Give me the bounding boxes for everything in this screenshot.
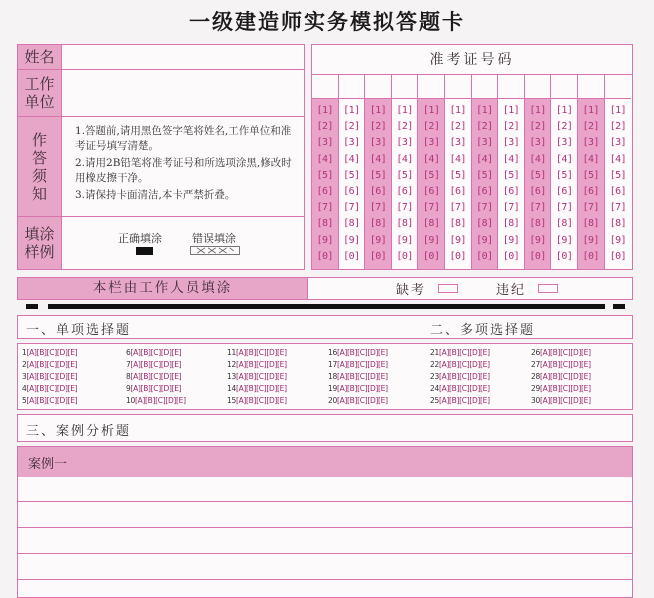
exam-id-digit-bubble[interactable]: [1] — [316, 105, 334, 116]
question-answer-row[interactable] — [531, 348, 591, 357]
option-bubbles[interactable]: [A][B][C][D][E] — [438, 348, 490, 357]
exam-id-digit-bubble[interactable]: [1] — [502, 105, 520, 116]
exam-id-digit-bubble[interactable]: [4] — [343, 153, 360, 165]
question-answer-row[interactable] — [328, 396, 388, 405]
exam-id-digit-bubble[interactable]: [1] — [582, 105, 600, 116]
exam-id-write-box[interactable] — [472, 75, 498, 99]
exam-id-column — [445, 75, 472, 269]
exam-id-digit-bubble[interactable]: [1] — [343, 105, 360, 116]
exam-id-digit-bubble[interactable]: [5] — [396, 169, 413, 181]
violation-checkbox[interactable] — [538, 284, 558, 293]
exam-id-digit-bubble[interactable]: [2] — [502, 121, 520, 133]
staff-bar — [17, 277, 633, 300]
exam-id-digit-bubble[interactable]: [6] — [609, 186, 627, 197]
exam-id-digit-bubble[interactable]: [2] — [609, 121, 627, 133]
case-one-header — [18, 447, 632, 477]
exam-id-digit-bubble[interactable]: [4] — [502, 153, 520, 165]
question-answer-row[interactable] — [227, 396, 287, 405]
question-number: 24 — [430, 384, 439, 393]
exam-id-digit-bubble[interactable]: [0] — [502, 250, 520, 262]
exam-id-digit-bubble[interactable]: [7] — [582, 202, 600, 214]
timing-bar — [48, 304, 605, 309]
exam-id-digit-bubble[interactable]: [0] — [343, 250, 360, 262]
exam-id-digit-bubble[interactable]: [9] — [449, 234, 467, 246]
exam-id-digit-bubble[interactable]: [6] — [396, 186, 413, 197]
exam-id-digit-bubble[interactable]: [4] — [476, 153, 493, 165]
name-label — [18, 45, 62, 69]
question-number: 19 — [328, 384, 337, 393]
correct-fill-sample — [136, 247, 153, 255]
question-number: 28 — [531, 372, 540, 381]
exam-id-column — [498, 75, 525, 269]
exam-id-digit-bubble[interactable]: [7] — [422, 202, 440, 214]
exam-id-digit-bubble[interactable]: [8] — [343, 218, 360, 230]
option-bubbles[interactable]: [A][B][C][D][E] — [539, 360, 591, 369]
question-number: 10 — [126, 396, 135, 405]
option-bubbles[interactable]: [A][B][C][D][E] — [235, 348, 287, 357]
exam-id-digit-bubble[interactable]: [7] — [369, 202, 387, 214]
exam-id-digit-bubble[interactable]: [1] — [529, 105, 546, 116]
exam-id-digit-bubble[interactable]: [7] — [609, 202, 627, 214]
timing-mark-left — [26, 304, 38, 309]
exam-id-digit-bubble[interactable]: [6] — [316, 186, 334, 197]
option-bubbles[interactable]: [A][B][C][D][E] — [26, 396, 78, 405]
exam-id-digit-bubble[interactable]: [2] — [396, 121, 413, 133]
exam-id-digit-bubble[interactable]: [7] — [502, 202, 520, 214]
exam-id-digit-bubble[interactable]: [8] — [396, 218, 413, 230]
exam-id-write-box[interactable] — [498, 75, 524, 99]
question-answer-row[interactable] — [126, 396, 186, 405]
exam-id-digit-bubble[interactable]: [6] — [529, 186, 546, 197]
notes-label — [18, 117, 62, 216]
absent-checkbox[interactable] — [438, 284, 458, 293]
exam-id-digit-bubble[interactable]: [5] — [476, 169, 493, 181]
exam-id-digit-bubble[interactable]: [5] — [449, 169, 467, 181]
question-number: 4 — [22, 384, 27, 393]
exam-id-digit-bubble[interactable]: [7] — [316, 202, 334, 214]
exam-id-digit-bubble[interactable]: [7] — [396, 202, 413, 214]
notes-label-char3: 须 — [31, 166, 47, 185]
exam-id-write-box[interactable] — [339, 75, 365, 99]
exam-id-digit-bubble[interactable]: [1] — [369, 105, 387, 116]
exam-id-digit-bubble[interactable]: [8] — [582, 218, 600, 230]
exam-id-digit-bubble[interactable]: [4] — [396, 153, 413, 165]
option-bubbles[interactable]: [A][B][C][D][E] — [539, 372, 591, 381]
exam-id-digit-bubble[interactable]: [7] — [555, 202, 573, 214]
exam-id-write-box[interactable] — [578, 75, 604, 99]
option-bubbles[interactable]: [A][B][C][D][E] — [26, 348, 78, 357]
question-answer-row[interactable] — [531, 372, 591, 381]
question-answer-row[interactable] — [126, 384, 181, 393]
notes-label-char1: 作 — [31, 130, 47, 149]
exam-id-digit-bubble[interactable]: [2] — [449, 121, 467, 133]
exam-id-write-box[interactable] — [312, 75, 338, 99]
exam-id-write-box[interactable] — [418, 75, 444, 99]
question-answer-row[interactable] — [22, 396, 77, 405]
sample-label-line2: 样例 — [24, 243, 55, 261]
exam-id-digit-bubble[interactable]: [6] — [555, 186, 573, 197]
work-unit-label-line2: 单位 — [24, 93, 55, 111]
question-number: 16 — [328, 348, 337, 357]
exam-id-digit-bubble[interactable]: [0] — [582, 250, 600, 262]
exam-id-digit-bubble[interactable]: [4] — [555, 153, 573, 165]
exam-id-title: 准考证号码 — [312, 45, 632, 75]
exam-id-column — [365, 75, 392, 269]
exam-id-digit-bubble[interactable]: [5] — [369, 169, 387, 181]
exam-id-column — [551, 75, 578, 269]
exam-id-digit-bubble[interactable]: [5] — [609, 169, 627, 181]
exam-id-digit-bubble[interactable]: [6] — [422, 186, 440, 197]
page-title: 一级建造师实务模拟答题卡 — [189, 9, 465, 34]
exam-id-digit-bubble[interactable]: [7] — [449, 202, 467, 214]
exam-id-digit-bubble[interactable]: [8] — [609, 218, 627, 230]
option-bubbles[interactable]: [A][B][C][D][E] — [130, 372, 182, 381]
question-answer-row[interactable] — [328, 360, 388, 369]
question-number: 20 — [328, 396, 337, 405]
exam-id-grid — [311, 44, 633, 270]
question-number: 23 — [430, 372, 439, 381]
exam-id-digit-bubble[interactable]: [6] — [343, 186, 360, 197]
exam-id-digit-bubble[interactable]: [8] — [555, 218, 573, 230]
exam-id-digit-bubble[interactable]: [9] — [529, 234, 546, 246]
exam-id-column — [525, 75, 552, 269]
option-bubbles[interactable]: [A][B][C][D][E] — [438, 396, 490, 405]
exam-id-digit-bubble[interactable]: [5] — [582, 169, 600, 181]
option-bubbles[interactable]: [A][B][C][D][E] — [336, 348, 388, 357]
option-bubbles[interactable]: [A][B][C][D][E] — [539, 384, 591, 393]
exam-id-column — [605, 75, 632, 269]
question-answer-row[interactable] — [22, 384, 77, 393]
work-unit-field[interactable] — [63, 70, 304, 116]
exam-id-write-box[interactable] — [392, 75, 418, 99]
multiple-choice-title: 二、多项选择题 — [430, 323, 536, 338]
exam-id-digit-bubble[interactable]: [5] — [316, 169, 334, 181]
exam-id-digit-bubble[interactable]: [7] — [343, 202, 360, 214]
exam-id-write-box[interactable] — [365, 75, 391, 99]
staff-label: 本栏由工作人员填涂 — [18, 278, 308, 299]
exam-id-digit-bubble[interactable]: [1] — [609, 105, 627, 116]
exam-id-digit-bubble[interactable]: [2] — [369, 121, 387, 133]
exam-id-digit-bubble[interactable]: [3] — [316, 137, 334, 149]
exam-id-column — [418, 75, 445, 269]
absent-label: 缺考 — [396, 283, 427, 298]
question-number: 27 — [531, 360, 540, 369]
exam-id-digit-bubble[interactable]: [2] — [316, 121, 334, 133]
wrong-fill-label: 错误填涂 — [192, 232, 236, 245]
exam-id-write-box[interactable] — [525, 75, 551, 99]
instruction-2: 2.请用2B铅笔将准考证号和所选项涂黑,修改时用橡皮擦干净。 — [75, 157, 292, 184]
question-number: 29 — [531, 384, 540, 393]
question-answer-row[interactable] — [328, 372, 388, 381]
exam-id-digit-bubble[interactable]: [0] — [476, 250, 493, 262]
option-bubbles[interactable]: [A][B][C][D][E] — [336, 372, 388, 381]
option-bubbles[interactable]: [A][B][C][D][E] — [438, 360, 490, 369]
exam-id-column — [472, 75, 499, 269]
exam-id-digit-bubble[interactable]: [3] — [609, 137, 627, 149]
exam-id-digit-bubble[interactable]: [8] — [502, 218, 520, 230]
exam-id-digit-bubble[interactable]: [0] — [316, 250, 334, 262]
name-field[interactable] — [63, 45, 304, 69]
question-number: 30 — [531, 396, 540, 405]
option-bubbles[interactable]: [A][B][C][D][E] — [235, 384, 287, 393]
exam-id-digit-bubble[interactable]: [9] — [422, 234, 440, 246]
option-bubbles[interactable]: [A][B][C][D][E] — [26, 372, 78, 381]
question-answer-row[interactable] — [22, 348, 77, 357]
option-bubbles[interactable]: [A][B][C][D][E] — [130, 360, 182, 369]
exam-id-digit-bubble[interactable]: [9] — [369, 234, 387, 246]
question-answer-row[interactable] — [22, 372, 77, 381]
exam-id-digit-bubble[interactable]: [6] — [476, 186, 493, 197]
notes-label-char2: 答 — [31, 148, 47, 167]
exam-id-digit-bubble[interactable]: [9] — [502, 234, 520, 246]
exam-id-digit-bubble[interactable]: [3] — [582, 137, 600, 149]
exam-id-digit-bubble[interactable]: [4] — [449, 153, 467, 165]
question-answer-row[interactable] — [531, 396, 591, 405]
question-number: 17 — [328, 360, 337, 369]
question-answer-row[interactable] — [430, 360, 490, 369]
exam-id-digit-bubble[interactable]: [2] — [582, 121, 600, 133]
exam-id-digit-bubble[interactable]: [8] — [476, 218, 493, 230]
exam-id-digit-bubble[interactable]: [7] — [529, 202, 546, 214]
instruction-3: 3.请保持卡面清洁,本卡严禁折叠。 — [75, 189, 236, 201]
question-answer-row[interactable] — [126, 372, 181, 381]
exam-id-digit-bubble[interactable]: [4] — [582, 153, 600, 165]
exam-id-digit-bubble[interactable]: [3] — [502, 137, 520, 149]
exam-id-digit-bubble[interactable]: [3] — [396, 137, 413, 149]
exam-id-write-box[interactable] — [605, 75, 632, 99]
question-answer-row[interactable] — [227, 360, 287, 369]
instructions — [75, 124, 301, 205]
exam-id-digit-bubble[interactable]: [6] — [449, 186, 467, 197]
exam-id-digit-bubble[interactable]: [1] — [555, 105, 573, 116]
option-bubbles[interactable]: [A][B][C][D][E] — [438, 372, 490, 381]
question-number: 2 — [22, 360, 27, 369]
option-bubbles[interactable]: [A][B][C][D][E] — [539, 348, 591, 357]
timing-mark-right — [613, 304, 625, 309]
exam-id-digit-bubble[interactable]: [5] — [502, 169, 520, 181]
question-number: 11 — [227, 348, 236, 357]
exam-id-digit-bubble[interactable]: [2] — [529, 121, 546, 133]
instruction-1: 1.答题前,请用黑色签字笔将姓名,工作单位和准考证号填写清楚。 — [75, 125, 292, 152]
single-choice-title: 一、单项选择题 — [26, 323, 132, 338]
exam-id-digit-bubble[interactable]: [8] — [529, 218, 546, 230]
exam-id-digit-bubble[interactable]: [4] — [609, 153, 627, 165]
question-number: 25 — [430, 396, 439, 405]
exam-id-digit-bubble[interactable]: [2] — [476, 121, 493, 133]
exam-id-digit-bubble[interactable]: [0] — [449, 250, 467, 262]
exam-id-digit-bubble[interactable]: [4] — [316, 153, 334, 165]
question-number: 14 — [227, 384, 236, 393]
choice-answer-grid — [17, 343, 633, 410]
exam-id-column — [392, 75, 419, 269]
sample-label-line1: 填涂 — [24, 225, 55, 243]
exam-id-digit-bubble[interactable]: [1] — [449, 105, 467, 116]
exam-id-digit-bubble[interactable]: [0] — [369, 250, 387, 262]
case-one-title: 案例一 — [28, 457, 68, 472]
exam-id-digit-bubble[interactable]: [3] — [343, 137, 360, 149]
option-bubbles[interactable]: [A][B][C][D][E] — [235, 372, 287, 381]
exam-id-digit-bubble[interactable]: [3] — [529, 137, 546, 149]
exam-id-digit-bubble[interactable]: [4] — [369, 153, 387, 165]
question-number: 18 — [328, 372, 337, 381]
exam-id-digit-bubble[interactable]: [6] — [502, 186, 520, 197]
exam-id-digit-bubble[interactable]: [6] — [369, 186, 387, 197]
question-number: 22 — [430, 360, 439, 369]
option-bubbles[interactable]: [A][B][C][D][E] — [130, 348, 182, 357]
exam-id-digit-bubble[interactable]: [4] — [422, 153, 440, 165]
exam-id-digit-bubble[interactable]: [3] — [422, 137, 440, 149]
option-bubbles[interactable]: [A][B][C][D][E] — [336, 384, 388, 393]
name-label-text: 姓名 — [24, 48, 55, 66]
exam-id-digit-bubble[interactable]: [0] — [529, 250, 546, 262]
question-number: 12 — [227, 360, 236, 369]
work-unit-label — [18, 70, 62, 116]
exam-id-digit-bubble[interactable]: [0] — [396, 250, 413, 262]
option-bubbles[interactable]: [A][B][C][D][E] — [26, 360, 78, 369]
question-answer-row[interactable] — [126, 360, 181, 369]
exam-id-column — [339, 75, 366, 269]
option-bubbles[interactable]: [A][B][C][D][E] — [438, 384, 490, 393]
question-answer-row[interactable] — [328, 384, 388, 393]
exam-id-digit-bubble[interactable]: [9] — [582, 234, 600, 246]
wrong-fill-sample — [190, 246, 240, 255]
exam-id-digit-bubble[interactable]: [9] — [609, 234, 627, 246]
question-answer-row[interactable] — [227, 372, 287, 381]
exam-id-digit-bubble[interactable]: [0] — [555, 250, 573, 262]
exam-id-digit-bubble[interactable]: [2] — [422, 121, 440, 133]
exam-id-digit-bubble[interactable]: [8] — [369, 218, 387, 230]
exam-id-digit-bubble[interactable]: [9] — [396, 234, 413, 246]
case-section-header — [17, 414, 633, 442]
exam-id-digit-bubble[interactable]: [3] — [555, 137, 573, 149]
question-number: 7 — [126, 360, 131, 369]
exam-id-digit-bubble[interactable]: [2] — [555, 121, 573, 133]
exam-id-digit-bubble[interactable]: [2] — [343, 121, 360, 133]
option-bubbles[interactable]: [A][B][C][D][E] — [26, 384, 78, 393]
choice-section-header — [17, 315, 633, 339]
question-number: 15 — [227, 396, 236, 405]
exam-id-digit-bubble[interactable]: [1] — [422, 105, 440, 116]
exam-id-digit-bubble[interactable]: [0] — [609, 250, 627, 262]
exam-id-write-box[interactable] — [445, 75, 471, 99]
question-number: 1 — [22, 348, 27, 357]
exam-id-digit-bubble[interactable]: [5] — [529, 169, 546, 181]
case-answer-area[interactable] — [17, 446, 633, 598]
option-bubbles[interactable]: [A][B][C][D][E] — [336, 360, 388, 369]
option-bubbles[interactable]: [A][B][C][D][E] — [235, 396, 287, 405]
question-answer-row[interactable] — [126, 348, 181, 357]
question-number: 21 — [430, 348, 439, 357]
exam-id-write-box[interactable] — [551, 75, 577, 99]
option-bubbles[interactable]: [A][B][C][D][E] — [336, 396, 388, 405]
question-answer-row[interactable] — [430, 348, 490, 357]
option-bubbles[interactable]: [A][B][C][D][E] — [130, 384, 182, 393]
option-bubbles[interactable]: [A][B][C][D][E] — [235, 360, 287, 369]
violation-label: 违纪 — [496, 283, 527, 298]
question-number: 8 — [126, 372, 131, 381]
question-number: 3 — [22, 372, 27, 381]
work-unit-label-line1: 工作 — [24, 75, 55, 93]
exam-id-digit-bubble[interactable]: [5] — [555, 169, 573, 181]
notes-label-char4: 知 — [31, 184, 47, 203]
question-answer-row[interactable] — [430, 396, 490, 405]
question-number: 9 — [126, 384, 131, 393]
option-bubbles[interactable]: [A][B][C][D][E] — [134, 396, 186, 405]
question-number: 26 — [531, 348, 540, 357]
exam-id-digit-bubble[interactable]: [9] — [476, 234, 493, 246]
exam-id-digit-bubble[interactable]: [0] — [422, 250, 440, 262]
question-answer-row[interactable] — [430, 384, 490, 393]
question-answer-row[interactable] — [430, 372, 490, 381]
exam-id-digit-bubble[interactable]: [3] — [476, 137, 493, 149]
question-answer-row[interactable] — [531, 384, 591, 393]
question-answer-row[interactable] — [328, 348, 388, 357]
exam-id-digit-bubble[interactable]: [4] — [529, 153, 546, 165]
exam-id-digit-bubble[interactable]: [8] — [449, 218, 467, 230]
question-answer-row[interactable] — [227, 348, 287, 357]
question-number: 5 — [22, 396, 27, 405]
exam-id-digit-bubble[interactable]: [5] — [422, 169, 440, 181]
exam-id-digit-bubble[interactable]: [9] — [555, 234, 573, 246]
exam-id-digit-bubble[interactable]: [6] — [582, 186, 600, 197]
question-answer-row[interactable] — [227, 384, 287, 393]
exam-id-digit-bubble[interactable]: [9] — [316, 234, 334, 246]
question-answer-row[interactable] — [531, 360, 591, 369]
exam-id-digit-bubble[interactable]: [1] — [476, 105, 493, 116]
exam-id-column — [578, 75, 605, 269]
exam-id-digit-bubble[interactable]: [3] — [369, 137, 387, 149]
exam-id-digit-bubble[interactable]: [9] — [343, 234, 360, 246]
exam-id-digit-bubble[interactable]: [7] — [476, 202, 493, 214]
exam-id-digit-bubble[interactable]: [1] — [396, 105, 413, 116]
question-answer-row[interactable] — [22, 360, 77, 369]
exam-id-column — [312, 75, 339, 269]
question-number: 13 — [227, 372, 236, 381]
correct-fill-label: 正确填涂 — [118, 232, 162, 245]
question-number: 6 — [126, 348, 131, 357]
exam-id-digit-bubble[interactable]: [8] — [316, 218, 334, 230]
exam-id-digit-bubble[interactable]: [3] — [449, 137, 467, 149]
sample-label — [18, 217, 62, 269]
exam-id-digit-bubble[interactable]: [8] — [422, 218, 440, 230]
exam-id-digit-bubble[interactable]: [5] — [343, 169, 360, 181]
option-bubbles[interactable]: [A][B][C][D][E] — [539, 396, 591, 405]
case-section-title: 三、案例分析题 — [26, 424, 132, 439]
